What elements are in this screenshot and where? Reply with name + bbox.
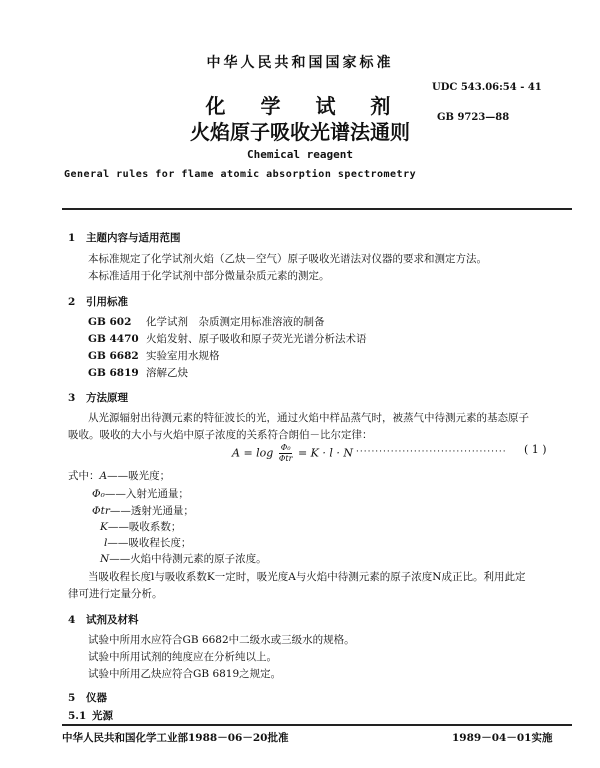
variable-line [92, 503, 194, 518]
section-title: 方法原理 [86, 392, 128, 404]
s3-paragraph-2-line-1: 当吸收程长度l与吸收系数K一定时，吸光度A与火焰中待测元素的原子浓度N成正比。利用此定 [88, 571, 526, 583]
subsection-title: 光源 [92, 710, 113, 722]
variable-description: ——吸光度； [107, 470, 171, 482]
variable-line [100, 519, 181, 534]
standard-title: 中华人民共和国国家标准 [206, 55, 394, 71]
section-2-heading [68, 294, 128, 309]
variable-description: ——火焰中待测元素的原子浓度。 [109, 553, 267, 565]
reference-item [88, 331, 367, 346]
reference-item [88, 314, 325, 329]
variable-description: ——入射光通量； [104, 488, 189, 500]
reference-code: GB 4470 [88, 333, 139, 345]
reference-item [88, 348, 220, 363]
variable-symbol: l [104, 537, 108, 549]
where-prefix: 式中： [68, 470, 100, 482]
section-number: 3 [68, 392, 76, 404]
section-4-heading [68, 612, 139, 627]
section-5-1-heading [68, 708, 113, 723]
where-label [68, 468, 170, 483]
variable-symbol: A [99, 470, 108, 482]
s3-paragraph-1-line-2: 吸收。吸收的大小与火焰中原子浓度的关系符合朗伯－比尔定律： [68, 429, 373, 441]
reference-code: GB 6682 [88, 350, 139, 362]
variable-description: ——吸收程长度； [107, 537, 192, 549]
section-1-heading [68, 230, 181, 245]
title-cn-1: 化 学 试 剂 [205, 94, 405, 118]
variable-symbol: Φ₀ [92, 488, 105, 500]
s3-paragraph-1-line-1: 从光源辐射出待测元素的特征波长的光，通过火焰中样品蒸气时，被蒸气中待测元素的基态原子 [88, 412, 529, 424]
header-divider [62, 208, 572, 210]
section-title: 仪器 [86, 692, 107, 704]
variable-line [92, 486, 189, 501]
subsection-number: 5.1 [68, 710, 87, 722]
title-en-1: Chemical reagent [247, 148, 353, 161]
reference-item [88, 365, 188, 380]
formula-denominator: Φtr [278, 454, 293, 463]
variable-description: ——吸收系数； [107, 521, 182, 533]
reference-code: GB 602 [88, 316, 132, 328]
section-title: 引用标准 [86, 296, 128, 308]
s3-paragraph-2-line-2: 律可进行定量分析。 [68, 588, 163, 600]
variable-symbol: N [100, 553, 110, 565]
reference-text: 实验室用水规格 [146, 350, 220, 362]
udc-number: UDC 543.06:54 - 41 [432, 82, 542, 93]
section-3-heading [68, 390, 128, 405]
section-number: 2 [68, 296, 76, 308]
reference-text: 化学试剂 杂质测定用标准溶液的制备 [146, 316, 325, 328]
reference-text: 溶解乙炔 [146, 367, 188, 379]
formula-rhs: = K · l · N [297, 446, 354, 460]
gb-number: GB 9723—88 [437, 112, 510, 123]
section-5-heading [68, 690, 107, 705]
title-cn-2: 火焰原子吸收光谱法通则 [190, 120, 410, 144]
variable-description: ——透射光通量； [109, 505, 194, 517]
section-number: 5 [68, 692, 76, 704]
s1-paragraph-2: 本标准适用于化学试剂中部分微量杂质元素的测定。 [88, 270, 330, 282]
formula-fraction [279, 443, 293, 464]
section-title: 主题内容与适用范围 [86, 232, 181, 244]
s1-paragraph-1: 本标准规定了化学试剂火焰（乙炔－空气）原子吸收光谱法对仪器的要求和测定方法。 [88, 253, 487, 265]
section-number: 4 [68, 614, 76, 626]
variable-line [100, 551, 267, 566]
effective-date: 1989－04－01实施 [452, 732, 553, 744]
title-en-2: General rules for flame atomic absorption spectrometry [64, 169, 417, 180]
section-title: 试剂及材料 [86, 614, 139, 626]
s4-paragraph-2: 试验中所用试剂的纯度应在分析纯以上。 [88, 651, 277, 663]
s4-paragraph-3: 试验中所用乙炔应符合GB 6819之规定。 [88, 668, 282, 680]
formula-lhs: A = log [232, 446, 274, 460]
lambert-beer-formula [232, 443, 353, 464]
variable-symbol: Φtr [92, 505, 110, 517]
formula-leader-dots: ······································· [356, 447, 507, 457]
footer-divider [62, 724, 572, 726]
reference-code: GB 6819 [88, 367, 139, 379]
formula-numerator: Φ₀ [280, 443, 291, 452]
s4-paragraph-1: 试验中所用水应符合GB 6682中二级水或三级水的规格。 [88, 634, 355, 646]
section-number: 1 [68, 232, 76, 244]
reference-text: 火焰发射、原子吸收和原子荧光光谱分析法术语 [146, 333, 367, 345]
approval-date: 中华人民共和国化学工业部1988－06－20批准 [62, 732, 289, 744]
variable-line [104, 535, 191, 550]
variable-symbol: K [100, 521, 108, 533]
equation-number: ( 1 ) [524, 443, 547, 456]
